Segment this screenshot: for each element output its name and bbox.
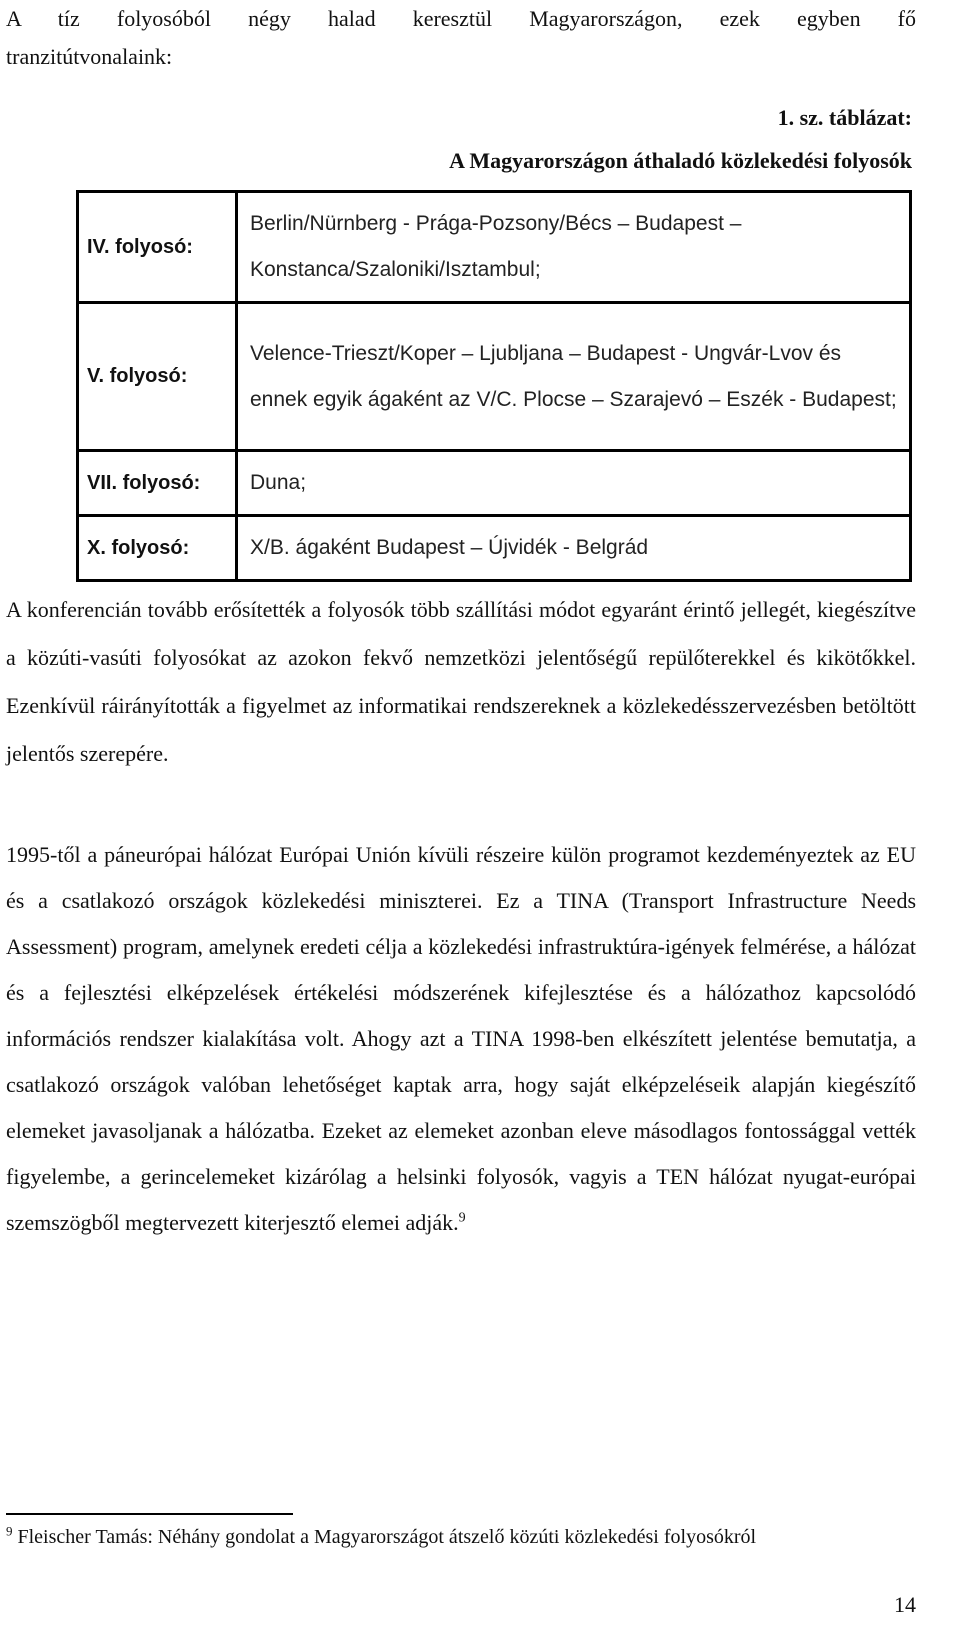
intro-paragraph	[6, 0, 916, 76]
footnote-number: 9	[6, 1523, 13, 1539]
corridor-table	[76, 190, 912, 582]
paragraph-tina-text: 1995-től a páneurópai hálózat Európai Unión kívüli részeire külön programot kezdeményeztek az EU és a csatlakozó országok közlekedési miniszterei. Ez a TINA (Transport Infrastructure Needs Assessment) program, amelynek eredeti célja a közlekedési infrastruktúra-igények felmérése, a hálózat és a fejlesztési elképzelések értékelési módszerének kifejlesztése és a hálózathoz kapcsolódó információs rendszer kialakítása volt. Ahogy azt a TINA 1998-ben elkészített jelentése bemutatja, a csatlakozó országok valóban lehetőséget kaptak arra, hogy saját elképzeléseik alapján kiegészítő elemeket javasoljanak a hálózatba. Ezeket az elemeket azonban eleve másodlagos fontossággal vették figyelembe, a gerincelemeket kizárólag a helsinki folyosók, vagyis a TEN hálózat nyugat-európai szemszögből megtervezett kiterjesztő elemei adják.	[6, 842, 916, 1235]
footnote	[6, 1524, 756, 1550]
table-row	[78, 192, 911, 303]
corridor-label: X. folyosó:	[78, 516, 237, 581]
page-number: 14	[894, 1592, 916, 1617]
corridor-route: Berlin/Nürnberg - Prága-Pozsony/Bécs – Budapest – Konstanca/Szaloniki/Isztambul;	[237, 192, 911, 303]
paragraph-conference: A konferencián tovább erősítették a folyosók több szállítási módot egyaránt érintő jellegét, kiegészítve a közúti-vasúti folyosókat az azokon fekvő nemzetközi jelentőségű repülőterekkel és kikötőkkel. Ezenkívül ráirányították a figyelmet az informatikai rendszereknek a közlekedésszervezésben betöltött jelentős szerepére.	[6, 597, 916, 766]
corridor-route: X/B. ágaként Budapest – Újvidék - Belgrád	[237, 516, 911, 581]
corridor-route: Velence-Trieszt/Koper – Ljubljana – Budapest - Ungvár-Lvov és ennek egyik ágaként az V/C. Plocse – Szarajevó – Eszék - Budapest;	[237, 303, 911, 451]
table-row	[78, 451, 911, 516]
table-title: A Magyarországon áthaladó közlekedési folyosók	[449, 148, 912, 173]
corridor-label: IV. folyosó:	[78, 192, 237, 303]
corridor-label: VII. folyosó:	[78, 451, 237, 516]
footnote-text: Fleischer Tamás: Néhány gondolat a Magyarországot átszelő közúti közlekedési folyosókról	[17, 1526, 757, 1548]
table-number: 1. sz. táblázat:	[777, 105, 912, 130]
intro-line-2: tranzitútvonalaink:	[6, 44, 173, 69]
table-row	[78, 303, 911, 451]
corridor-route: Duna;	[237, 451, 911, 516]
paragraph-tina	[6, 832, 916, 1246]
footnote-reference[interactable]: 9	[458, 1210, 466, 1226]
intro-line-1: A tíz folyosóból négy halad keresztül Magyarországon, ezek egyben fő	[6, 6, 916, 31]
corridor-label: V. folyosó:	[78, 303, 237, 451]
table-caption	[449, 96, 912, 182]
footnote-separator	[6, 1513, 293, 1515]
table-row	[78, 516, 911, 581]
